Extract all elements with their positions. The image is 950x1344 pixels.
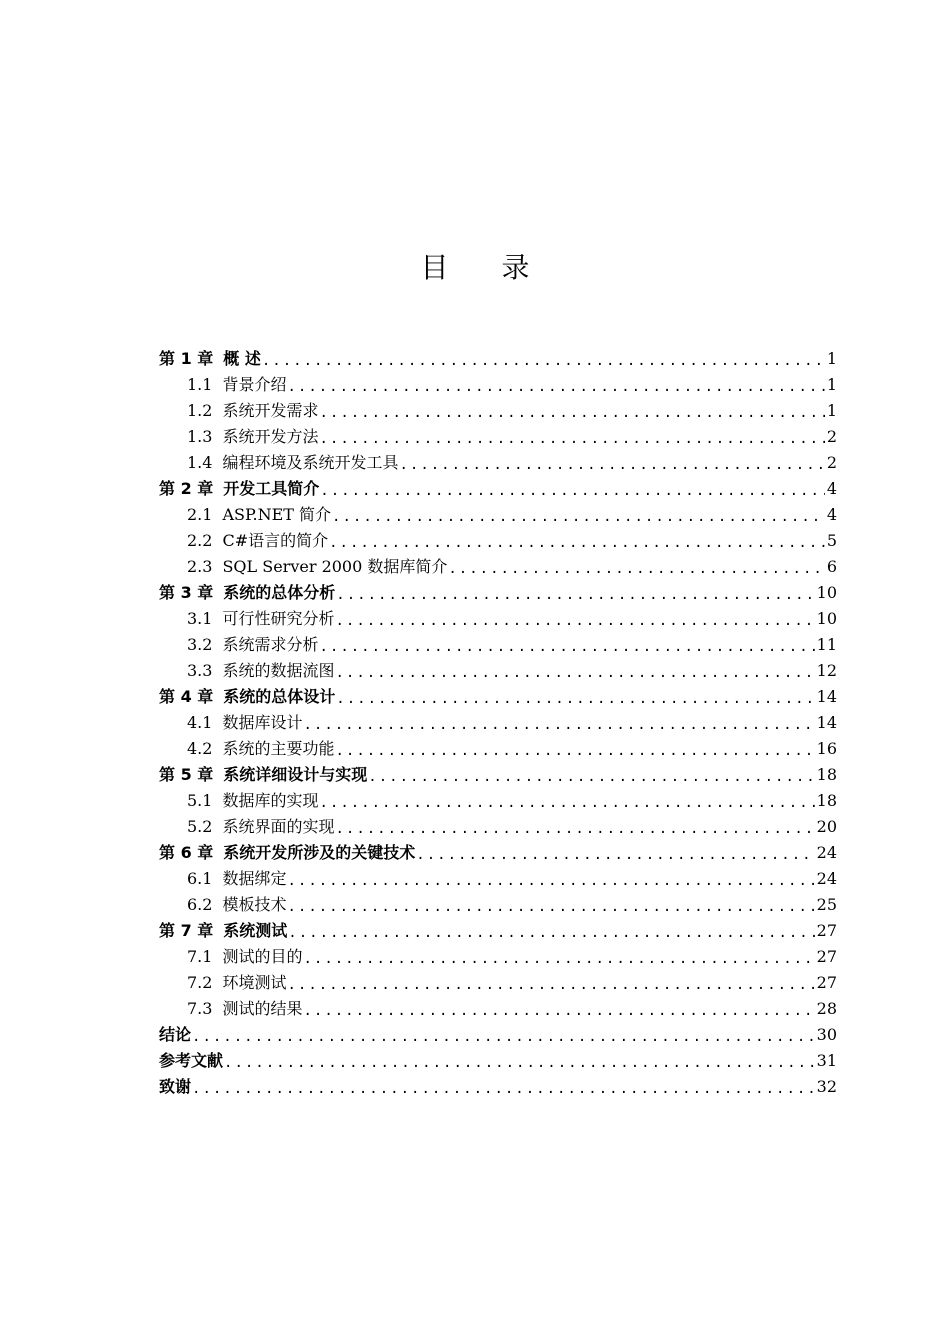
- toc-entry-chapter-7[interactable]: [159, 918, 837, 944]
- dot-leader: [319, 428, 824, 450]
- dot-leader: [368, 766, 814, 788]
- entry-page-number: 2: [826, 427, 837, 446]
- dot-leader: [303, 1000, 814, 1022]
- entry-label: 致谢: [159, 1077, 192, 1096]
- entry-label: 模板技术: [222, 895, 287, 914]
- toc-entry-section-4-1[interactable]: [159, 710, 837, 736]
- entry-label: 编程环境及系统开发工具: [222, 453, 399, 472]
- dot-leader: [287, 974, 814, 996]
- entry-label: 数据库设计: [222, 713, 303, 732]
- toc-entry-chapter-3[interactable]: [159, 580, 837, 606]
- entry-label: 结论: [159, 1025, 192, 1044]
- dot-leader: [336, 688, 814, 710]
- entry-page-number: 24: [816, 869, 837, 888]
- entry-label: 系统开发所涉及的关键技术: [223, 843, 416, 862]
- entry-page-number: 10: [816, 609, 837, 628]
- entry-label: 数据绑定: [222, 869, 287, 888]
- entry-label: 参考文献: [159, 1051, 224, 1070]
- entry-number: 第 1 章: [159, 349, 214, 368]
- entry-number: 5.2: [187, 817, 213, 836]
- toc-entry-section-7-3[interactable]: [159, 996, 837, 1022]
- entry-page-number: 4: [826, 479, 837, 498]
- entry-page-number: 30: [816, 1025, 837, 1044]
- entry-label: 测试的结果: [222, 999, 303, 1018]
- toc-entry-section-3-2[interactable]: [159, 632, 837, 658]
- entry-page-number: 2: [826, 453, 837, 472]
- dot-leader: [319, 402, 824, 424]
- entry-number: 1.2: [187, 401, 213, 420]
- entry-label: 系统的主要功能: [222, 739, 335, 758]
- entry-number: 1.1: [187, 375, 213, 394]
- page-title: 目 录: [420, 251, 552, 284]
- dot-leader: [329, 532, 825, 554]
- entry-label: 背景介绍: [222, 375, 287, 394]
- entry-page-number: 20: [816, 817, 837, 836]
- entry-page-number: 27: [816, 973, 837, 992]
- dot-leader: [335, 818, 814, 840]
- toc-entry-chapter-1[interactable]: [159, 346, 837, 372]
- entry-page-number: 31: [816, 1051, 837, 1070]
- entry-number: 5.1: [187, 791, 213, 810]
- entry-label: 环境测试: [222, 973, 287, 992]
- entry-page-number: 6: [826, 557, 837, 576]
- dot-leader: [192, 1026, 815, 1048]
- entry-page-number: 24: [816, 843, 837, 862]
- entry-number: 3.3: [187, 661, 213, 680]
- entry-page-number: 28: [816, 999, 837, 1018]
- toc-entry-references[interactable]: [159, 1048, 837, 1074]
- dot-leader: [192, 1078, 815, 1100]
- toc-entry-section-3-3[interactable]: [159, 658, 837, 684]
- toc-entry-section-5-2[interactable]: [159, 814, 837, 840]
- entry-number: 4.2: [187, 739, 213, 758]
- entry-number: 1.4: [187, 453, 213, 472]
- toc-entry-chapter-5[interactable]: [159, 762, 837, 788]
- entry-page-number: 11: [816, 635, 837, 654]
- toc-entry-section-5-1[interactable]: [159, 788, 837, 814]
- toc-entry-section-2-2[interactable]: [159, 528, 837, 554]
- toc-entry-section-1-4[interactable]: [159, 450, 837, 476]
- dot-leader: [319, 636, 814, 658]
- dot-leader: [287, 870, 814, 892]
- entry-label: 系统需求分析: [222, 635, 319, 654]
- toc-entry-section-3-1[interactable]: [159, 606, 837, 632]
- toc-entry-section-1-1[interactable]: [159, 372, 837, 398]
- entry-page-number: 12: [816, 661, 837, 680]
- toc-entry-section-2-1[interactable]: [159, 502, 837, 528]
- entry-number: 6.2: [187, 895, 213, 914]
- entry-page-number: 14: [816, 687, 837, 706]
- entry-label: 系统的总体设计: [223, 687, 336, 706]
- entry-page-number: 5: [826, 531, 837, 550]
- table-of-contents: [159, 346, 837, 1100]
- entry-number: 2.2: [187, 531, 213, 550]
- toc-entry-chapter-4[interactable]: [159, 684, 837, 710]
- entry-number: 2.3: [187, 557, 213, 576]
- dot-leader: [288, 922, 814, 944]
- entry-page-number: 10: [816, 583, 837, 602]
- dot-leader: [287, 896, 814, 918]
- entry-page-number: 1: [826, 401, 837, 420]
- dot-leader: [287, 376, 824, 398]
- dot-leader: [335, 740, 814, 762]
- entry-page-number: 27: [816, 947, 837, 966]
- entry-label: 系统的总体分析: [223, 583, 336, 602]
- entry-number: 4.1: [187, 713, 213, 732]
- entry-page-number: 18: [816, 765, 837, 784]
- toc-entry-section-6-1[interactable]: [159, 866, 837, 892]
- entry-page-number: 32: [816, 1077, 837, 1096]
- entry-number: 第 7 章: [159, 921, 214, 940]
- entry-page-number: 16: [816, 739, 837, 758]
- dot-leader: [320, 480, 825, 502]
- entry-label: C#语言的简介: [222, 531, 329, 550]
- dot-leader: [224, 1052, 815, 1074]
- toc-entry-section-4-2[interactable]: [159, 736, 837, 762]
- dot-leader: [448, 558, 824, 580]
- entry-number: 第 6 章: [159, 843, 214, 862]
- toc-entry-conclusion[interactable]: [159, 1022, 837, 1048]
- entry-page-number: 18: [816, 791, 837, 810]
- toc-entry-chapter-6[interactable]: [159, 840, 837, 866]
- entry-label: 概 述: [223, 349, 261, 368]
- dot-leader: [262, 350, 825, 372]
- entry-number: 1.3: [187, 427, 213, 446]
- entry-number: 2.1: [187, 505, 213, 524]
- toc-entry-chapter-2[interactable]: [159, 476, 837, 502]
- entry-number: 6.1: [187, 869, 213, 888]
- toc-entry-acknowledgements[interactable]: [159, 1074, 837, 1100]
- toc-entry-section-1-2[interactable]: [159, 398, 837, 424]
- entry-number: 第 5 章: [159, 765, 214, 784]
- toc-entry-section-7-1[interactable]: [159, 944, 837, 970]
- entry-label: 系统开发方法: [222, 427, 319, 446]
- entry-page-number: 1: [826, 349, 837, 368]
- entry-label: ASP.NET 简介: [222, 505, 332, 524]
- entry-number: 7.2: [187, 973, 213, 992]
- dot-leader: [319, 792, 814, 814]
- entry-label: 数据库的实现: [222, 791, 319, 810]
- entry-number: 第 4 章: [159, 687, 214, 706]
- entry-label: SQL Server 2000 数据库简介: [222, 557, 448, 576]
- dot-leader: [332, 506, 825, 528]
- entry-number: 7.1: [187, 947, 213, 966]
- entry-page-number: 1: [826, 375, 837, 394]
- dot-leader: [335, 610, 814, 632]
- entry-label: 系统开发需求: [222, 401, 319, 420]
- entry-page-number: 4: [826, 505, 837, 524]
- entry-label: 测试的目的: [222, 947, 303, 966]
- entry-label: 系统的数据流图: [222, 661, 335, 680]
- toc-entry-section-6-2[interactable]: [159, 892, 837, 918]
- entry-page-number: 25: [816, 895, 837, 914]
- entry-label: 可行性研究分析: [222, 609, 335, 628]
- entry-number: 3.2: [187, 635, 213, 654]
- entry-number: 第 3 章: [159, 583, 214, 602]
- entry-page-number: 14: [816, 713, 837, 732]
- toc-entry-section-7-2[interactable]: [159, 970, 837, 996]
- entry-label: 系统详细设计与实现: [223, 765, 368, 784]
- entry-number: 7.3: [187, 999, 213, 1018]
- entry-number: 第 2 章: [159, 479, 214, 498]
- entry-number: 3.1: [187, 609, 213, 628]
- entry-label: 系统测试: [223, 921, 288, 940]
- dot-leader: [303, 948, 814, 970]
- dot-leader: [303, 714, 814, 736]
- entry-page-number: 27: [816, 921, 837, 940]
- toc-entry-section-1-3[interactable]: [159, 424, 837, 450]
- entry-label: 开发工具简介: [223, 479, 320, 498]
- dot-leader: [336, 584, 814, 606]
- dot-leader: [335, 662, 814, 684]
- toc-entry-section-2-3[interactable]: [159, 554, 837, 580]
- entry-label: 系统界面的实现: [222, 817, 335, 836]
- dot-leader: [399, 454, 824, 476]
- dot-leader: [416, 844, 814, 866]
